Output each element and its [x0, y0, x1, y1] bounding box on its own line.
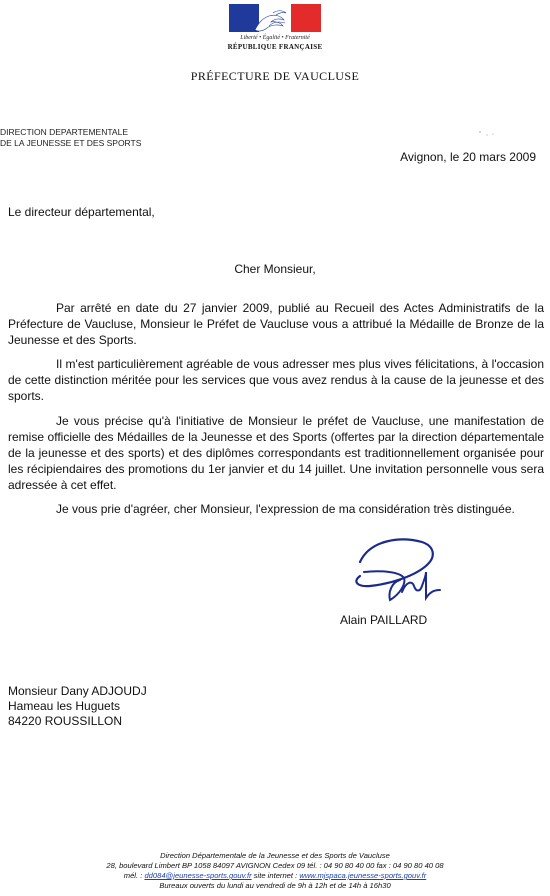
paragraph-4: Je vous prie d'agréer, cher Monsieur, l'expression de ma considération très distinguée.	[56, 502, 515, 516]
footer-line-3	[0, 871, 550, 881]
letter-date: Avignon, le 20 mars 2009	[400, 150, 536, 164]
paragraph-2: Il m'est particulièrement agréable de vous adresser mes plus vives félicitations, à l'occasion de cette distinction méritée pour les services que vous avez rendus à la cause de la jeunesse et des sports.	[8, 357, 544, 403]
recipient-street: Hameau les Huguets	[8, 699, 121, 713]
footer-line-2: 28, boulevard Limbert BP 1058 84097 AVIGNON Cedex 09 tél. : 04 90 80 40 00 fax : 04 90 80 40 08	[106, 861, 444, 870]
recipient-name: Monsieur Dany ADJOUDJ	[8, 684, 147, 698]
email-link[interactable]: dd084@jeunesse-sports.gouv.fr	[144, 871, 252, 880]
footer-line-4: Bureaux ouverts du lundi au vendredi de 9h à 12h et de 14h à 16h30	[159, 881, 391, 890]
department-line-2: DE LA JEUNESSE ET DES SPORTS	[0, 138, 142, 148]
republic-title: RÉPUBLIQUE FRANÇAISE	[227, 43, 323, 51]
salutation: Cher Monsieur,	[234, 262, 316, 276]
paragraph-1: Par arrêté en date du 27 janvier 2009, publié au Recueil des Actes Administratifs de la Préfecture de Vaucluse, Monsieur le Préfet de Vaucluse vous a attribué la Médaille de Bronze de la Jeunesse et des Sports.	[8, 301, 544, 347]
email-label: mél. :	[123, 871, 145, 880]
recipient-city: 84220 ROUSSILLON	[8, 714, 123, 728]
letter-from: Le directeur départemental,	[8, 205, 155, 219]
website-link[interactable]: www.mjspaca.jeunesse-sports.gouv.fr	[299, 871, 427, 880]
handwritten-signature-icon	[330, 532, 470, 610]
signer-name: Alain PAILLARD	[340, 613, 428, 627]
footer-line-1: Direction Départementale de la Jeunesse et des Sports de Vaucluse	[160, 851, 390, 860]
department-line-1: DIRECTION DEPARTEMENTALE	[0, 127, 128, 137]
paragraph-3: Je vous précise qu'à l'initiative de Monsieur le préfet de Vaucluse, une manifestation de remise officielle des Médailles de la Jeunesse et des Sports (offertes par la direction départementale de la jeunesse et des sports) et des diplômes correspondants est traditionnellement organisée pour les récipiendaires des promotions du 1er janvier et du 14 juillet. Une invitation personnelle vous sera adressée à cet effet.	[8, 414, 544, 492]
motto: Liberté • Égalité • Fraternité	[240, 35, 310, 41]
site-label: site internet :	[251, 871, 300, 880]
prefecture-title: PRÉFECTURE DE VAUCLUSE	[190, 69, 360, 83]
scan-specks	[478, 128, 498, 138]
